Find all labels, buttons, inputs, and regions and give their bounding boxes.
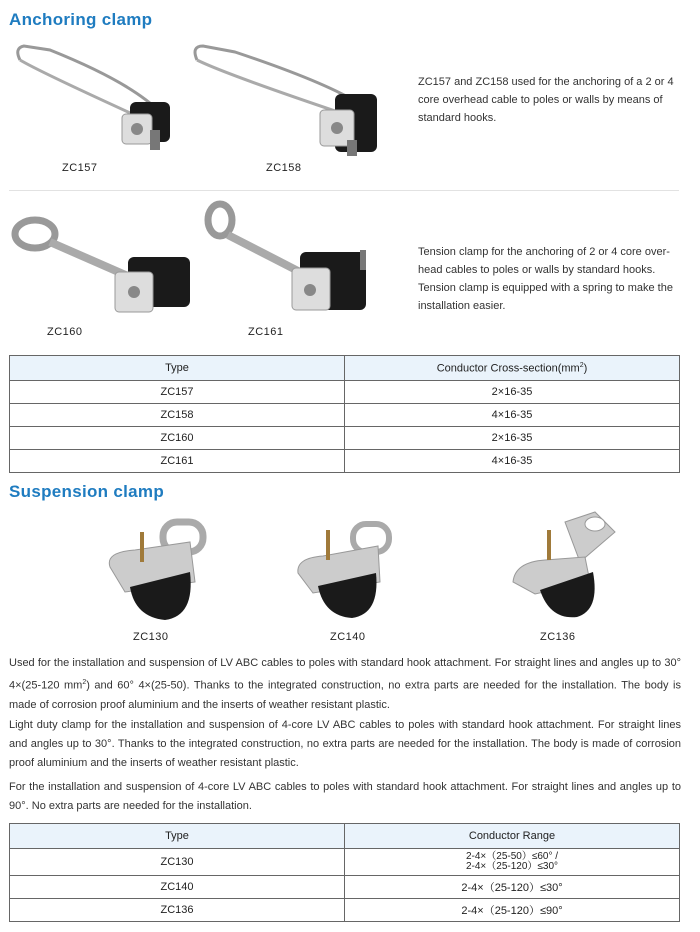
product-image-zc160 [10, 212, 200, 322]
caption-zc157: ZC157 [62, 162, 98, 174]
table-cell-type: ZC140 [10, 876, 345, 899]
table-header-row [10, 356, 680, 381]
section-heading-suspension: Suspension clamp [9, 482, 165, 501]
caption-zc160: ZC160 [47, 326, 83, 338]
anchoring-table [9, 355, 680, 473]
section-heading-anchoring: Anchoring clamp [9, 10, 153, 29]
table-cell-value: 4×16-35 [345, 404, 680, 427]
table-cell-value: 4×16-35 [345, 450, 680, 473]
table-header-type: Type [10, 824, 345, 849]
suspension-table [9, 823, 680, 922]
caption-zc161: ZC161 [248, 326, 284, 338]
table-cell-type: ZC158 [10, 404, 345, 427]
product-image-zc140 [288, 518, 398, 628]
product-image-zc161 [200, 200, 390, 325]
table-row [10, 899, 680, 922]
table-cell-value: 2-4×（25-120）≤30° [345, 876, 680, 899]
table-row [10, 450, 680, 473]
suspension-para-2: Light duty clamp for the installation and suspension of 4-core LV ABC cables to poles with standard hook attachment. For straight lines and angles up to 30°. Thanks to the integrated construction, no extra parts are needed for the installation. The body is made of corrosion proof aluminium and the inserts of weather resistant plastic. [9, 719, 681, 769]
table-row [10, 427, 680, 450]
table-row [10, 876, 680, 899]
anchoring-desc-2: Tension clamp for the anchoring of 2 or 4 core over-head cables to poles or walls by standard hooks. Tension clamp is equipped with a spring to make the installation easier. [418, 246, 673, 312]
product-image-zc157 [10, 42, 180, 157]
caption-zc136: ZC136 [540, 631, 576, 643]
table-cell-value: 2-4×（25-50）≤60° / 2-4×（25-120）≤30° [345, 849, 680, 876]
caption-zc130: ZC130 [133, 631, 169, 643]
anchoring-desc-1: ZC157 and ZC158 used for the anchoring of a 2 or 4 core overhead cable to poles or walls by means of standard hooks. [418, 76, 674, 124]
table-row [10, 404, 680, 427]
table-header-row [10, 824, 680, 849]
table-row [10, 381, 680, 404]
product-image-zc158 [185, 42, 395, 157]
caption-zc140: ZC140 [330, 631, 366, 643]
table-cell-value: 2×16-35 [345, 381, 680, 404]
caption-zc158: ZC158 [266, 162, 302, 174]
suspension-para-3: For the installation and suspension of 4-core LV ABC cables to poles with standard hook attachment. For straight lines and angles up to 90°. No extra parts are needed for the installation. [9, 781, 681, 812]
table-cell-value: 2×16-35 [345, 427, 680, 450]
table-cell-type: ZC130 [10, 849, 345, 876]
table-header-range: Conductor Range [345, 824, 680, 849]
divider [9, 190, 679, 191]
suspension-para-1: Used for the installation and suspension of LV ABC cables to poles with standard hook attachment. For straight lines and angles up to 30° 4×(25-120 $mm^2$) and 60° 4×(25-50). Thanks to the integrated construction, no extra parts are needed for the installation. The body is made of corrosion proof aluminium and the inserts of weather resistant plastic. [9, 657, 681, 711]
table-cell-type: ZC136 [10, 899, 345, 922]
table-header-type: Type [10, 356, 345, 381]
table-header-cross-section: Conductor Cross-$section(mm^2)$ [345, 356, 680, 381]
table-cell-type: ZC157 [10, 381, 345, 404]
product-image-zc130 [95, 512, 215, 627]
table-cell-value: 2-4×（25-120）≤90° [345, 899, 680, 922]
product-image-zc136 [505, 502, 625, 627]
table-cell-type: ZC160 [10, 427, 345, 450]
table-row [10, 849, 680, 876]
table-cell-type: ZC161 [10, 450, 345, 473]
